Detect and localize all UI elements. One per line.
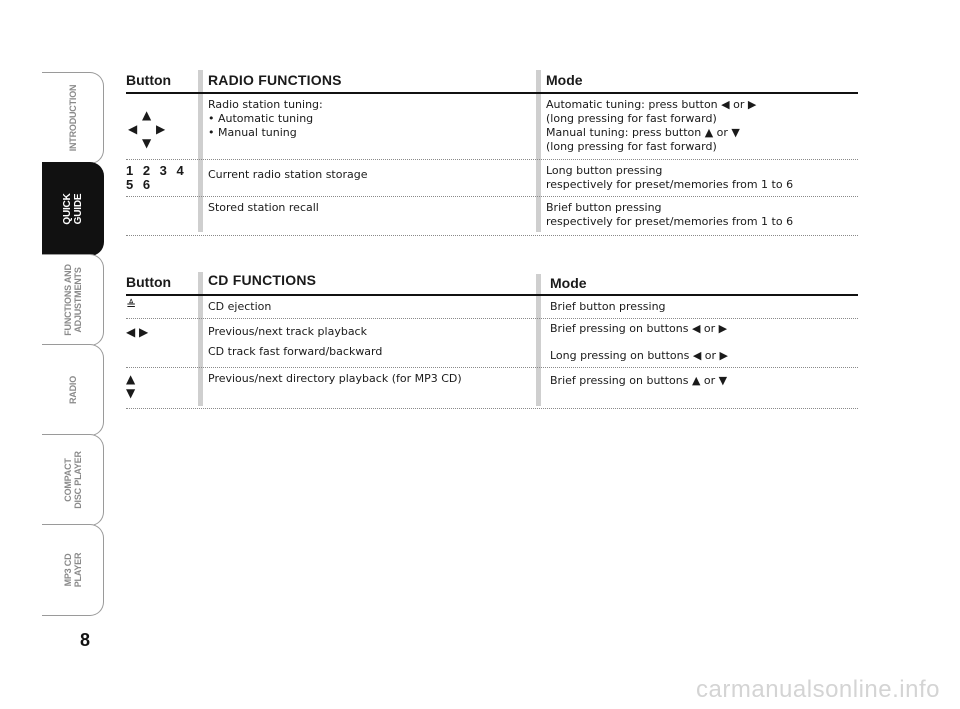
table-row bbox=[126, 94, 858, 160]
cd-function-directory: Previous/next directory playback (for MP3 CD) bbox=[208, 372, 462, 385]
radio-mode-recall bbox=[546, 201, 856, 229]
arrow-up-icon: ▲ bbox=[142, 108, 152, 122]
cd-mode-fast-forward: Long pressing on buttons ◀ or ▶ bbox=[550, 349, 728, 362]
table-row bbox=[126, 368, 858, 409]
mode-line: respectively for preset/memories from 1 to 6 bbox=[546, 178, 794, 191]
radio-header-functions: RADIO FUNCTIONS bbox=[208, 72, 342, 88]
radio-table-header bbox=[126, 70, 858, 94]
table-row bbox=[126, 319, 858, 343]
tab-introduction[interactable] bbox=[42, 72, 104, 164]
cd-function-track: Previous/next track playback bbox=[208, 325, 367, 338]
cd-functions-table bbox=[126, 272, 858, 409]
mode-line: (long pressing for fast forward) bbox=[546, 140, 717, 153]
table-row bbox=[126, 197, 858, 236]
radio-mode-tuning bbox=[546, 98, 856, 154]
tab-quick-guide-label: QUICK GUIDE bbox=[61, 193, 84, 225]
table-row bbox=[126, 296, 858, 319]
preset-buttons: 1 2 3 4 5 6 bbox=[126, 163, 187, 192]
mode-line: (long pressing for fast forward) bbox=[546, 112, 717, 125]
cd-header-functions: CD FUNCTIONS bbox=[208, 272, 317, 288]
function-line: Radio station tuning: bbox=[208, 98, 323, 111]
radio-functions-table bbox=[126, 70, 858, 236]
tab-quick-guide[interactable] bbox=[42, 162, 104, 256]
left-right-arrows-icon: ◀ ▶ bbox=[126, 325, 149, 339]
cd-function-eject: CD ejection bbox=[208, 300, 272, 313]
page-number: 8 bbox=[80, 630, 91, 650]
eject-icon: ≜ bbox=[126, 298, 137, 312]
tab-radio-label: RADIO bbox=[67, 376, 78, 404]
tab-introduction-label: INTRODUCTION bbox=[67, 84, 78, 152]
tab-mp3-cd-player[interactable] bbox=[42, 524, 104, 616]
watermark: carmanualsonline.info bbox=[696, 676, 940, 703]
radio-function-recall: Stored station recall bbox=[208, 201, 319, 214]
mode-line: Automatic tuning: press button ◀ or ▶ bbox=[546, 98, 757, 111]
radio-function-tuning bbox=[208, 98, 528, 140]
radio-header-button: Button bbox=[126, 72, 172, 88]
tuning-arrows bbox=[126, 98, 196, 150]
radio-header-mode: Mode bbox=[546, 72, 583, 88]
radio-function-storage: Current radio station storage bbox=[208, 168, 368, 181]
cd-header-mode: Mode bbox=[550, 275, 587, 291]
table-row bbox=[126, 160, 858, 197]
tab-functions-and-adjustments[interactable] bbox=[42, 254, 104, 346]
cd-function-fast-forward: CD track fast forward/backward bbox=[208, 345, 383, 358]
arrow-left-icon: ◀ bbox=[128, 122, 138, 136]
mode-line: respectively for preset/memories from 1 to 6 bbox=[546, 215, 794, 228]
arrow-down-icon: ▼ bbox=[142, 136, 152, 150]
tab-functions-label: FUNCTIONS AND ADJUSTMENTS bbox=[62, 264, 83, 336]
cd-mode-track: Brief pressing on buttons ◀ or ▶ bbox=[550, 322, 728, 335]
cd-header-button: Button bbox=[126, 274, 172, 290]
cd-mode-eject: Brief button pressing bbox=[550, 300, 666, 313]
function-line: • Manual tuning bbox=[208, 126, 297, 139]
table-row bbox=[126, 343, 858, 368]
mode-line: Manual tuning: press button ▲ or ▼ bbox=[546, 126, 740, 139]
mode-line: Brief button pressing bbox=[546, 201, 662, 214]
tab-cd-label: COMPACT DISC PLAYER bbox=[62, 451, 83, 509]
tab-compact-disc-player[interactable] bbox=[42, 434, 104, 526]
function-line: • Automatic tuning bbox=[208, 112, 314, 125]
tab-radio[interactable] bbox=[42, 344, 104, 436]
up-down-arrows-icon: ▲ ▼ bbox=[126, 372, 136, 400]
mode-line: Long button pressing bbox=[546, 164, 663, 177]
cd-mode-directory: Brief pressing on buttons ▲ or ▼ bbox=[550, 374, 728, 387]
tab-mp3-label: MP3 CD PLAYER bbox=[62, 552, 83, 588]
arrow-right-icon: ▶ bbox=[156, 122, 166, 136]
cd-table-header bbox=[126, 272, 858, 296]
radio-mode-storage bbox=[546, 164, 856, 192]
